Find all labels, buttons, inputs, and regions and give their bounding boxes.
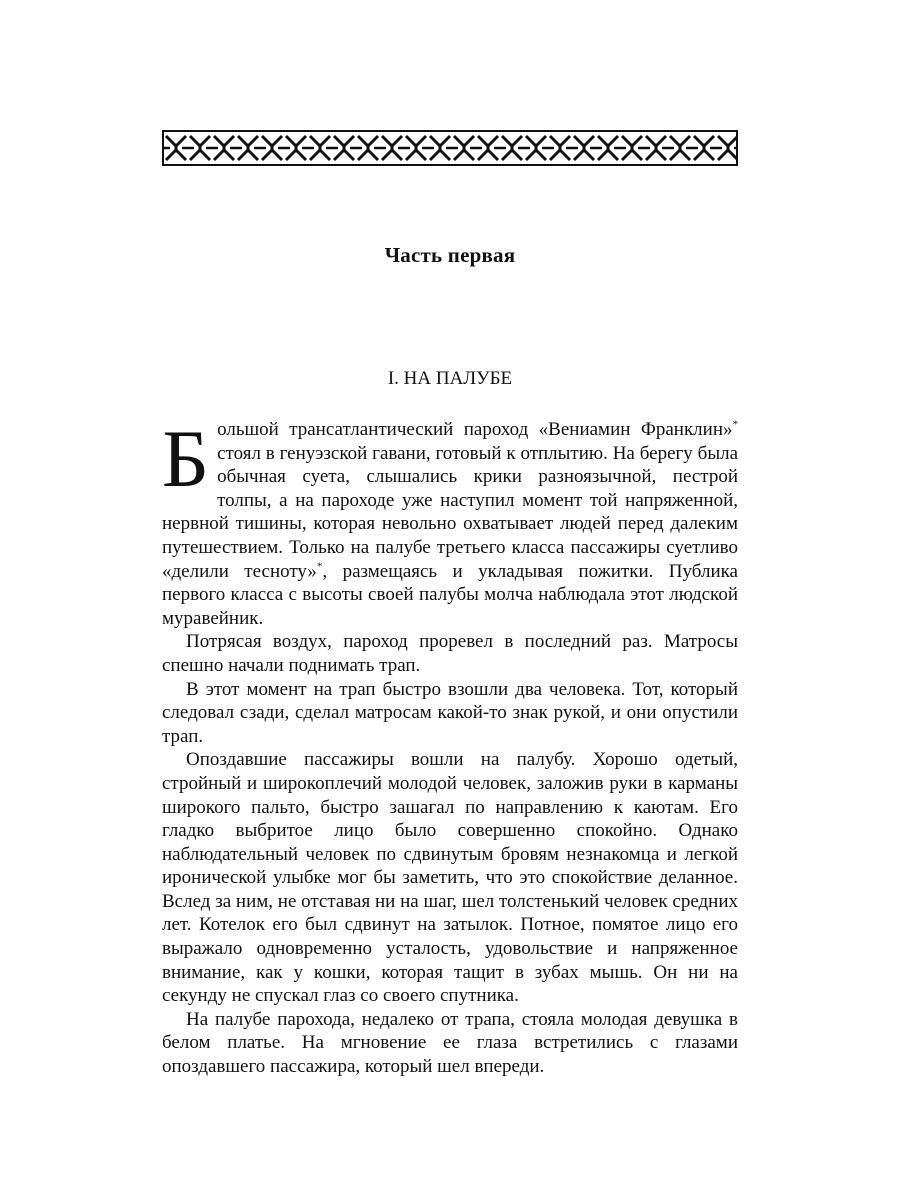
paragraph: В этот момент на трап быстро взошли два человека. Тот, который следовал сзади, сделал матросам какой-то знак рукой, и они опустили трап. bbox=[162, 678, 738, 747]
chapter-title: I. НА ПАЛУБЕ bbox=[387, 368, 513, 389]
paragraph: Потрясая воздух, пароход проревел в последний раз. Матросы спешно начали поднимать трап. bbox=[162, 631, 738, 676]
footnote-marker: * bbox=[732, 418, 738, 431]
paragraph: На палубе парохода, недалеко от трапа, стояла молодая девушка в белом платье. На мгновение ее глаза встретились с глазами опоздавшего пассажира, который шел впереди. bbox=[162, 1008, 738, 1078]
paragraph-text: стоял в генуэзской гавани, готовый к отплытию. На берегу была обычная суета, слышались крики разноязычной, пестрой толпы, а на пароходе уже наступил момент той напряженной, нервной тишины, которая невольно охватывает людей перед далеким путешествием. Только на палубе третьего класса пассажиры суетливо «делили тесноту» bbox=[162, 442, 738, 582]
decorative-ornament-band bbox=[162, 130, 738, 166]
drop-cap: Б bbox=[162, 413, 210, 504]
paragraph: Опоздавшие пассажиры вошли на палубу. Хорошо одетый, стройный и широкоплечий молодой человек, заложив руки в карманы широкого пальто, быстро зашагал по направлению к каютам. Его гладко выбритое лицо было совершенно спокойно. Однако наблюдательный человек по сдвинутым бровям незнакомца и легкой иронической улыбке мог бы заметить, что это спокойствие деланное. Вслед за ним, не отставая ни на шаг, шел толстенький человек средних лет. Котелок его был сдвинут на затылок. Потное, помятое лицо его выражало одновременно усталость, удовольствие и напряженное внимание, как у кошки, которая тащит в зубах мышь. Он ни на секунду не спускал глаз со своего спутника. bbox=[162, 749, 738, 1007]
part-title: Часть первая bbox=[384, 243, 516, 267]
paragraph-text: ольшой трансатлантический пароход «Вениамин Франклин» bbox=[217, 419, 733, 440]
chapter-text bbox=[162, 413, 738, 1079]
paragraph bbox=[162, 413, 738, 630]
footnote-marker: * bbox=[316, 560, 323, 573]
paragraph-text: , размещаясь и укладывая пожитки. Публика первого класса с высоты своей палубы молча наблюдала этот людской муравейник. bbox=[162, 560, 738, 629]
